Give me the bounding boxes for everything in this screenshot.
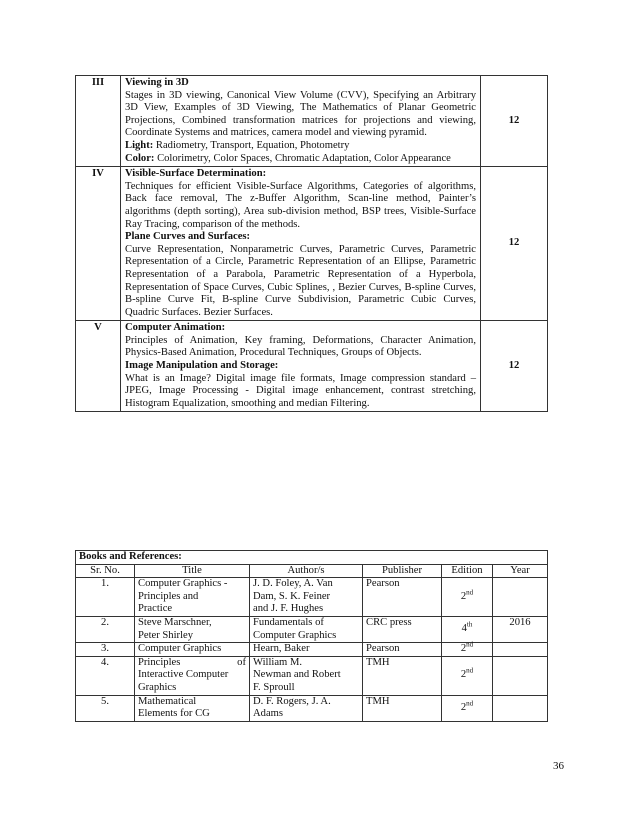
table-row <box>76 578 548 617</box>
book-year <box>493 578 548 617</box>
unit-hours: 12 <box>481 76 548 167</box>
book-sr: 3. <box>76 643 135 657</box>
book-author-line: J. D. Foley, A. Van <box>253 578 333 590</box>
page-number: 36 <box>553 760 564 772</box>
book-title <box>135 695 250 721</box>
unit-description <box>121 167 481 321</box>
book-author-line: Dam, S. K. Feiner <box>253 590 331 602</box>
column-header-sr: Sr. No. <box>76 564 135 578</box>
unit-number: IV <box>76 167 121 321</box>
unit-row <box>76 76 548 167</box>
book-title-line: Interactive Computer <box>138 669 229 681</box>
book-author-line: Computer Graphics <box>253 629 337 641</box>
book-author-line: F. Sproull <box>253 681 295 693</box>
books-heading: Books and References: <box>76 551 548 565</box>
book-sr: 1. <box>76 578 135 617</box>
book-title-line: Graphics <box>138 681 177 693</box>
book-authors <box>250 616 363 642</box>
book-title <box>135 578 250 617</box>
table-row <box>76 656 548 695</box>
book-author-line: Hearn, Baker <box>253 643 310 655</box>
column-header-title: Title <box>135 564 250 578</box>
books-table <box>75 550 548 722</box>
unit-topic: Computer Animation: <box>125 322 226 334</box>
book-publisher: TMH <box>363 695 442 721</box>
book-sr: 2. <box>76 616 135 642</box>
book-publisher: TMH <box>363 656 442 695</box>
book-edition <box>442 656 493 695</box>
unit-row <box>76 167 548 321</box>
subtopic-label: Color: <box>125 152 155 164</box>
books-heading-row <box>76 551 548 565</box>
unit-topic-text: Principles of Animation, Key framing, Deformations, Character Animation, Physics-Based Animation, Procedural Techniques, Groups of Objects. <box>125 334 476 359</box>
unit-number: V <box>76 321 121 412</box>
column-header-edition: Edition <box>442 564 493 578</box>
subtopic-text: Radiometry, Transport, Equation, Photometry <box>153 139 350 151</box>
book-author-line: Fundamentals of <box>253 616 324 628</box>
book-title-line: Peter Shirley <box>138 629 194 641</box>
edition-suffix: nd <box>466 666 474 675</box>
book-edition <box>442 578 493 617</box>
book-author-line: D. F. Rogers, J. A. <box>253 695 331 707</box>
unit-number: III <box>76 76 121 167</box>
book-author-line: Adams <box>253 708 284 720</box>
book-title-line: Computer Graphics <box>138 643 222 655</box>
unit-description <box>121 321 481 412</box>
book-title-line: Practice <box>138 603 173 615</box>
column-header-authors: Author/s <box>250 564 363 578</box>
table-row <box>76 616 548 642</box>
book-author-line: and J. F. Hughes <box>253 603 324 615</box>
book-author-line: William M. <box>253 656 303 668</box>
book-authors <box>250 656 363 695</box>
book-authors <box>250 578 363 617</box>
book-title <box>135 656 250 695</box>
column-header-year: Year <box>493 564 548 578</box>
book-sr: 5. <box>76 695 135 721</box>
book-title <box>135 643 250 657</box>
book-year: 2016 <box>493 616 548 642</box>
unit-subtopic <box>125 140 476 153</box>
book-edition <box>442 695 493 721</box>
books-header-row <box>76 564 548 578</box>
book-author-line: Newman and Robert <box>253 669 341 681</box>
unit-topic: Viewing in 3D <box>125 77 189 88</box>
book-title-line: Steve Marschner, <box>138 616 212 628</box>
book-year <box>493 643 548 657</box>
unit-topic-text: What is an Image? Digital image file formats, Image compression standard – JPEG, Image Processing - Digital image enhancement, contrast stretching, Histogram Equalization, smoothing and median Filtering. <box>125 372 476 409</box>
book-title-line: Principles and <box>138 590 199 602</box>
table-row <box>76 643 548 657</box>
book-edition <box>442 640 493 657</box>
book-publisher: CRC press <box>363 616 442 642</box>
book-title-line: Elements for CG <box>138 708 210 720</box>
book-edition <box>442 616 493 642</box>
edition-number: 2 <box>460 643 467 655</box>
subtopic-text: Colorimetry, Color Spaces, Chromatic Adaptation, Color Appearance <box>154 152 451 164</box>
table-row <box>76 695 548 721</box>
edition-suffix: nd <box>466 588 474 597</box>
unit-topic: Image Manipulation and Storage: <box>125 360 279 372</box>
book-title-line: Computer Graphics - <box>138 578 228 590</box>
edition-number: 2 <box>460 701 467 713</box>
book-publisher: Pearson <box>363 578 442 617</box>
edition-suffix: nd <box>466 640 474 649</box>
unit-row <box>76 321 548 412</box>
unit-hours: 12 <box>481 167 548 321</box>
book-title-line: Principles of <box>138 656 246 668</box>
unit-topic: Visible-Surface Determination: <box>125 168 267 180</box>
edition-suffix: nd <box>466 699 474 708</box>
book-authors <box>250 695 363 721</box>
book-year <box>493 656 548 695</box>
edition-number: 2 <box>460 590 467 602</box>
book-year <box>493 695 548 721</box>
column-header-publisher: Publisher <box>363 564 442 578</box>
book-title <box>135 616 250 642</box>
edition-suffix: th <box>466 620 473 629</box>
edition-number: 2 <box>460 669 467 681</box>
book-sr: 4. <box>76 656 135 695</box>
unit-topic-text: Techniques for efficient Visible-Surface Algorithms, Categories of algorithms, Back face removal, The z-Buffer Algorithm, Scan-line method, Painter’s algorithms (depth sorting), Area sub-division method, BSP trees, Visible-Surface Ray Tracing, comparison of the methods. <box>125 180 476 230</box>
unit-subtopic <box>125 153 476 166</box>
unit-description <box>121 76 481 167</box>
unit-topic-text: Curve Representation, Nonparametric Curves, Parametric Curves, Parametric Representation of a Circle, Parametric Representation of an Ellipse, Parametric Representation of a Parabola, Parametric Representation of a Hyperbola, Representation of Space Curves, Cubic Splines, , Bezier Curves, B-spline Curves, B-spline Curve Fit, B-spline Curve Subdivision, Parametric Cubic Curves, Quadric Surfaces. Bezier Surfaces. <box>125 243 476 318</box>
unit-topic-text: Stages in 3D viewing, Canonical View Volume (CVV), Specifying an Arbitrary 3D View, Examples of 3D Viewing, The Mathematics of Planar Geometric Projections, Combined transformation matrices for projections and viewing, Coordinate Systems and matrices, camera model and viewing pyramid. <box>125 89 476 139</box>
edition-number: 4 <box>461 623 467 635</box>
unit-topic: Plane Curves and Surfaces: <box>125 231 251 243</box>
syllabus-table <box>75 75 548 412</box>
subtopic-label: Light: <box>125 139 154 151</box>
unit-hours: 12 <box>481 321 548 412</box>
book-publisher: Pearson <box>363 643 442 657</box>
book-authors <box>250 643 363 657</box>
book-title-line: Mathematical <box>138 695 197 707</box>
